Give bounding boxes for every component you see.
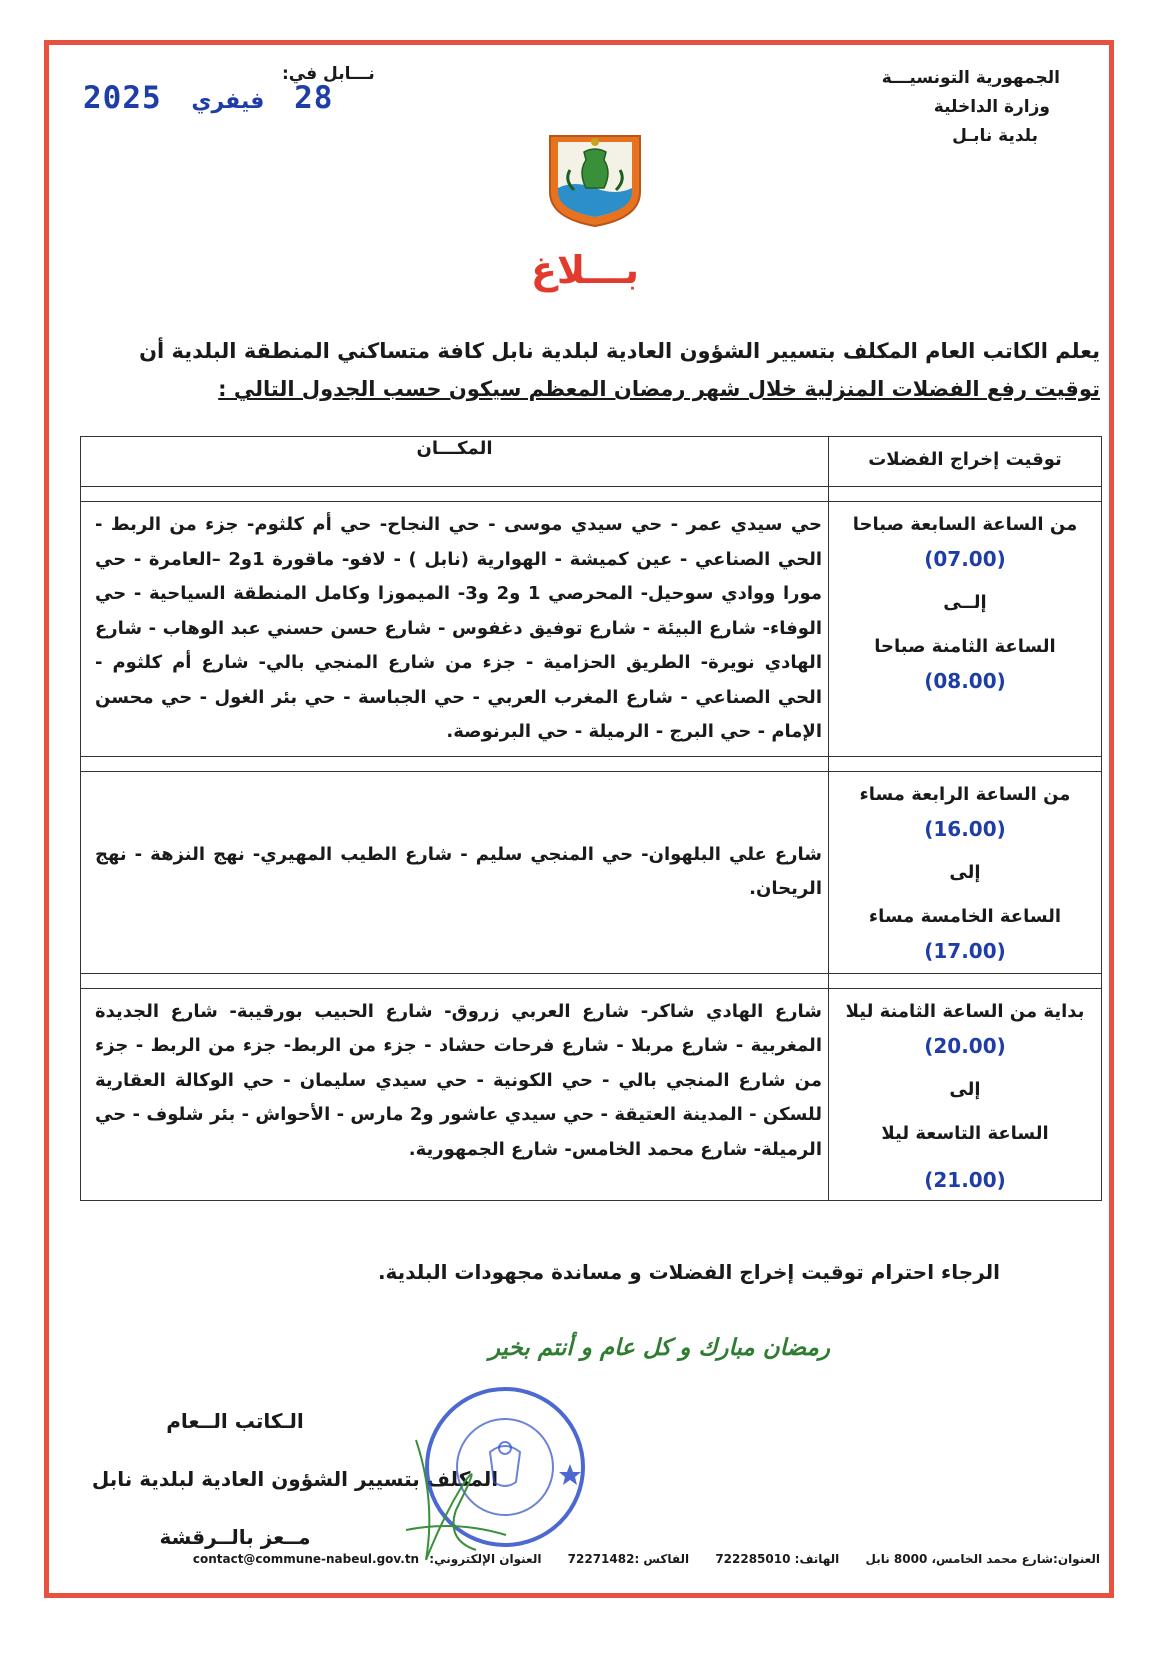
to-time: (21.00) xyxy=(924,1167,1006,1192)
letterhead xyxy=(800,64,1060,151)
collection-schedule-table xyxy=(80,436,1102,1201)
signatory-title: الـكاتب الــعام xyxy=(166,1409,304,1433)
to-time: (08.00) xyxy=(924,669,1006,693)
signatory-name: مــعز بالــرقشة xyxy=(159,1525,311,1549)
footer-phone: الهاتف: 722285010 xyxy=(715,1552,840,1566)
from-time: (07.00) xyxy=(924,547,1006,571)
table-row xyxy=(81,502,1102,757)
header-place: المكـــان xyxy=(81,437,829,487)
signatory-role: المكلف بتسيير الشؤون العادية لبلدية نابل xyxy=(91,1467,499,1491)
ramadan-greeting: رمضان مبارك و كل عام و أنتم بخير xyxy=(488,1335,830,1361)
to-word: إلى xyxy=(949,1078,981,1100)
handwritten-signature xyxy=(396,1420,516,1570)
table-row xyxy=(81,988,1102,1200)
from-label: بداية من الساعة الثامنة ليلا xyxy=(845,1000,1085,1022)
footer-fax: الفاكس :72271482 xyxy=(567,1552,690,1566)
from-time: (20.00) xyxy=(924,1033,1006,1058)
intro-line-1: يعلم الكاتب العام المكلف بتسيير الشؤون العادية لبلدية نابل كافة متساكني المنطقة البلدية أن xyxy=(139,339,1100,363)
date-day: 28 xyxy=(294,80,334,116)
time-cell xyxy=(829,771,1102,973)
from-time: (16.00) xyxy=(924,816,1006,841)
to-label: الساعة الخامسة مساء xyxy=(868,905,1062,927)
places-cell: شارع علي البلهوان- حي المنجي سليم - شارع الطيب المهيري- نهج النزهة - نهج الريحان. xyxy=(81,771,829,973)
republic-name: الجمهورية التونسيـــة xyxy=(881,68,1060,88)
place-label: نـــابل في: xyxy=(282,64,375,84)
table-header-row xyxy=(81,437,1102,487)
from-label: من الساعة السابعة صباحا xyxy=(852,514,1078,535)
announcement-intro xyxy=(110,332,1100,408)
date-month: فيفري xyxy=(191,89,265,114)
intro-line-2: توقيت رفع الفضلات المنزلية خلال شهر رمضان المعظم سيكون حسب الجدول التالي : xyxy=(218,377,1100,401)
announcement-title: بـــلاغ xyxy=(530,248,640,292)
ministry-name: وزارة الداخلية xyxy=(933,97,1050,117)
footer-email[interactable]: contact@commune-nabeul.gov.tn xyxy=(192,1552,420,1566)
footer-address: العنوان:شارع محمد الخامس، 8000 نابل xyxy=(865,1552,1100,1566)
time-cell xyxy=(829,502,1102,757)
municipality-logo-icon xyxy=(544,130,646,230)
places-cell: حي سيدي عمر - حي سيدي موسى - حي النجاح- حي أم كلثوم- جزء من الربط - الحي الصناعي - عين كميشة - الهوارية (نابل ) - لافو- ماقورة 1و2 –العامرة - حي مورا ووادي سوحيل- المحرصي 1 و2 و3- الميموزا وكامل المنطقة السياحية - حي الوفاء- شارع البيئة - شارع توفيق دغفوس - شارع حسن حسني عبد الوهاب - شارع الهادي نويرة- الطريق الحزامية - جزء من شارع المنجي بالي- شارع أم كلثوم - الحي الصناعي - شارع المغرب العربي - حي الجباسة - حي بئر الغول - حي محسن الإمام - حي البرج - الرميلة - حي البرنوصة. xyxy=(81,502,829,757)
date-year: 2025 xyxy=(83,80,162,116)
footer-email-label: العنوان الإلكتروني: xyxy=(429,1552,542,1566)
table-row xyxy=(81,771,1102,973)
date-stamp xyxy=(78,80,338,116)
to-label: الساعة التاسعة ليلا xyxy=(881,1122,1049,1144)
to-word: إلى xyxy=(949,861,981,883)
places-cell: شارع الهادي شاكر- شارع العربي زروق- شارع الحبيب بورقيبة- شارع الجديدة المغربية - شارع مربلا - شارع فرحات حشاد - جزء من الربط- جزء من الربط - جزء من شارع المنجي بالي - حي الكونية - حي سيدي سليمان - حي الوكالة العقارية للسكن - المدينة العتيقة - حي سيدي عاشور و2 مارس - الأحواش - بئر شلوف - حي الرميلة- شارع محمد الخامس- شارع الجمهورية. xyxy=(81,988,829,1200)
to-label: الساعة الثامنة صباحا xyxy=(874,636,1056,657)
to-word: إلــى xyxy=(943,592,987,613)
time-cell xyxy=(829,988,1102,1200)
header-time: توقيت إخراج الفضلات xyxy=(829,437,1102,487)
municipality-name: بلدية نابـل xyxy=(952,126,1038,146)
to-time: (17.00) xyxy=(924,938,1006,963)
footer-contact xyxy=(60,1552,1100,1566)
from-label: من الساعة الرابعة مساء xyxy=(859,783,1071,805)
closing-note: الرجاء احترام توقيت إخراج الفضلات و مساندة مجهودات البلدية. xyxy=(377,1260,1000,1284)
